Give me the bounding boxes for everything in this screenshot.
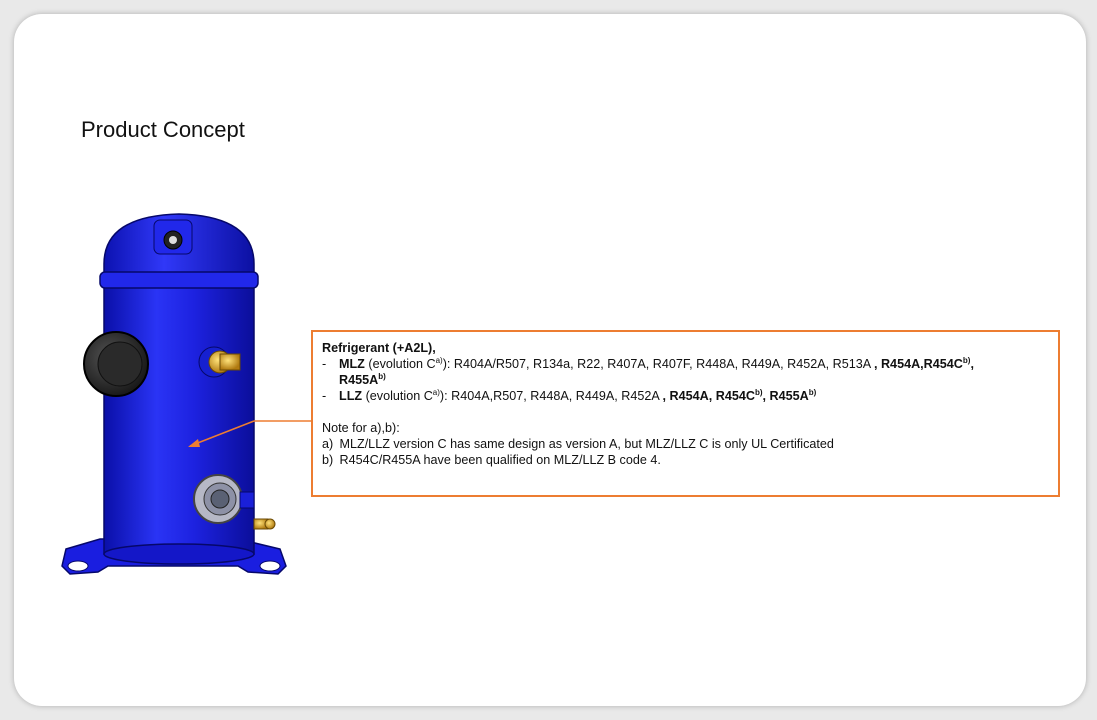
note-a: a) MLZ/LLZ version C has same design as version A, but MLZ/LLZ C is only UL Certificated: [322, 437, 834, 451]
refrigerant-heading: Refrigerant (+A2L),: [322, 341, 436, 355]
note-heading: Note for a),b):: [322, 421, 400, 435]
slide-card: [14, 14, 1086, 706]
refrigerant-note-box: [311, 330, 1060, 497]
compressor-image: [48, 194, 298, 594]
llz-line: - LLZ (evolution $C^{a)}$): R404A,R507, R448A, R449A, R452A , R454A, $R454C^{b)}$, $R455A^{b)}$: [322, 387, 817, 403]
mlz-continuation: $R455A^{b)}$: [339, 371, 386, 387]
mlz-line: - MLZ (evolution $C^{a)}$): R404A/R507, R134a, R22, R407A, R407F, R448A, R449A, R452A, R513A , $R454A,R454C^{b)}$,: [322, 355, 974, 371]
page-title: Product Concept: [81, 117, 245, 142]
note-b: b) R454C/R455A have been qualified on MLZ/LLZ B code 4.: [322, 453, 661, 467]
